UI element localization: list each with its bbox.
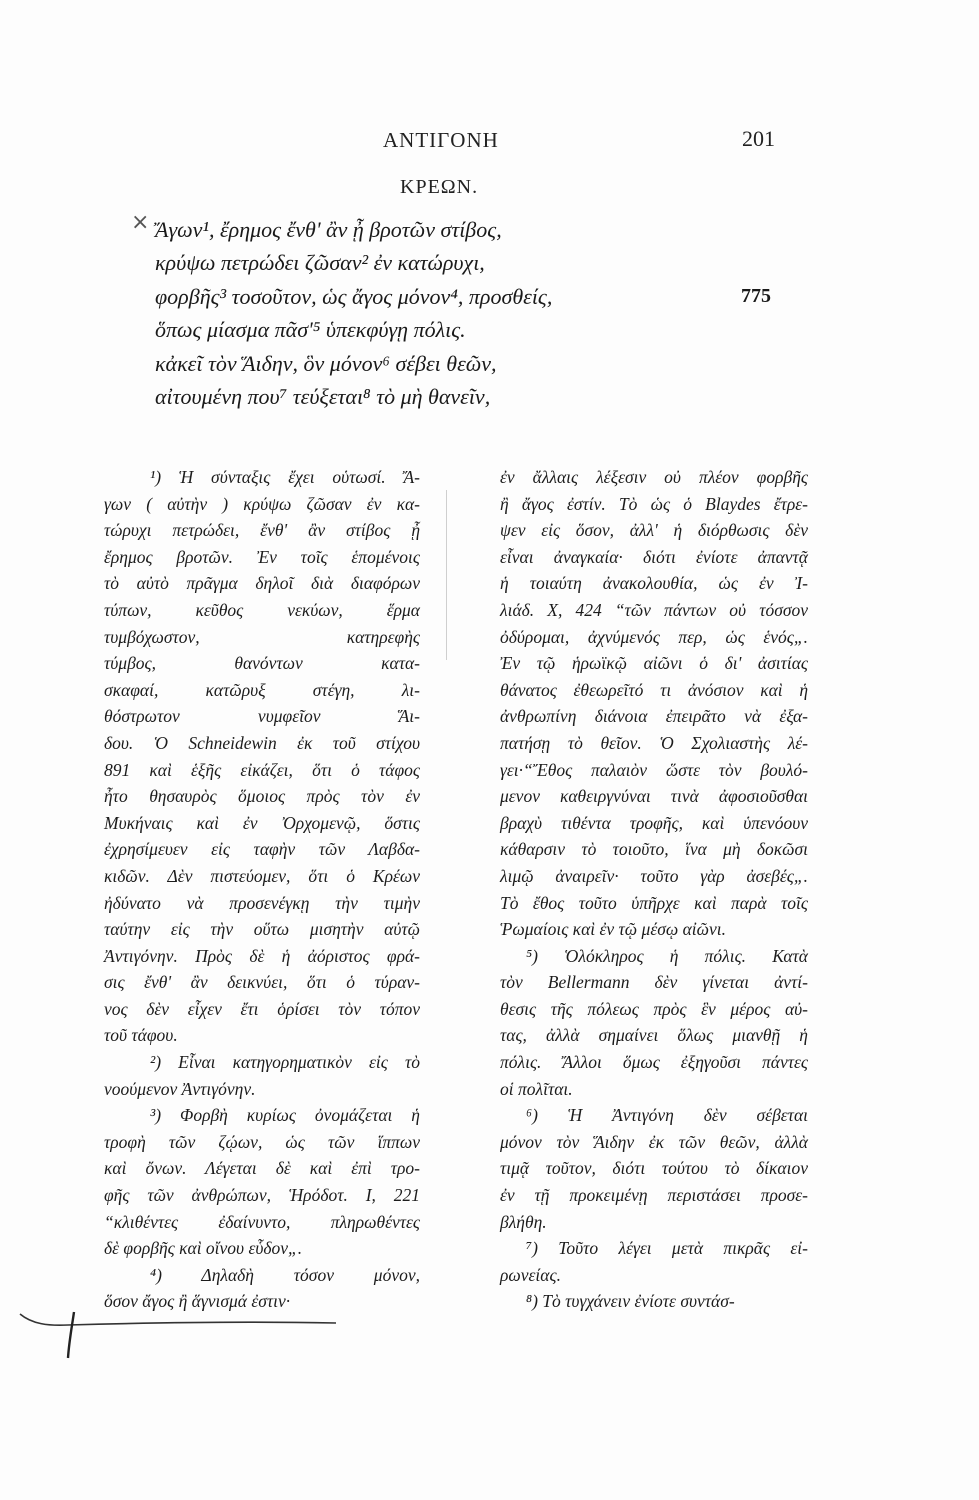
- verse-line-text: αἰτουμένη που⁷ τεύξεται⁸ τὸ μὴ θανεῖν,: [155, 383, 491, 409]
- footnote-line: Τὸ ἔθος τοῦτο ὑπῆρχε καὶ παρὰ τοῖς: [500, 892, 808, 913]
- footnote-line: καὶ ὄνων. Λέγεται δὲ καὶ ἐπὶ τρο-: [104, 1158, 420, 1179]
- verse-line-text: Ἄγων¹, ἔρημος ἔνθ' ἂν ᾖ βροτῶν στίβος,: [155, 217, 502, 242]
- verse-line: [155, 246, 755, 279]
- footnote-line: 891 καὶ ἑξῆς εἰκάζει, ὅτι ὁ τάφος: [104, 759, 420, 780]
- footnote-line: ἦτο θησαυρὸς ὅμοιος πρὸς τὸν ἐν: [104, 786, 420, 807]
- verse-line-text: κἀκεῖ τὸν Ἅιδην, ὃν μόνον⁶ σέβει θεῶν,: [155, 350, 497, 376]
- footnote-line: ψεν εἰς ὅσον, ἀλλ' ἡ διόρθωσις δὲν: [500, 520, 808, 541]
- footnote-line: κάθαρσιν τὸ τοιοῦτο, ἵνα μὴ δοκῶσι: [500, 839, 808, 860]
- footnote-line: Ἀντιγόνην. Πρὸς δὲ ἡ ἀόριστος φρά-: [104, 945, 420, 966]
- verse-line: [155, 380, 755, 413]
- footnote-line: θάνατος ἐθεωρεῖτό τι ἀνόσιον καὶ ἡ: [500, 679, 808, 700]
- footnote-line: νοούμενον Ἀντιγόνην.: [104, 1078, 256, 1099]
- footnote-line: τὸν Bellermann δὲν γίνεται ἀντί-: [500, 972, 808, 993]
- verse-line-text: κρύψω πετρώδει ζῶσαν² ἐν κατώρυχι,: [155, 250, 485, 276]
- footnote-line: γων ( αὐτὴν ) κρύψω ζῶσαν ἐν κα-: [104, 493, 420, 514]
- footnote-line: θεσις τῆς πόλεως πρὸς ἓν μέρος αὐ-: [500, 998, 808, 1019]
- footnote-line: μόνον τὸν Ἅιδην ἐκ τῶν θεῶν, ἀλλὰ: [500, 1131, 808, 1152]
- footnote-line: ἀνθρωπίνη διάνοια ἐπειρᾶτο νὰ ἐξα-: [500, 706, 808, 727]
- footnote-line: κιδῶν. Δὲν πιστεύομεν, ὅτι ὁ Κρέων: [104, 865, 420, 886]
- footnote-line: ⁶) Ἡ Ἀντιγόνη δὲν σέβεται: [526, 1105, 808, 1126]
- verse-line: [155, 313, 755, 346]
- footnote-line: βραχὺ τιθέντα τροφῆς, καὶ ὑπενόουν: [500, 812, 808, 833]
- footnote-line: τυμβόχωστον, κατηρεφὴς: [104, 626, 420, 647]
- footnote-line: ²) Εἶναι κατηγορηματικὸν εἰς τὸ: [150, 1052, 420, 1073]
- footnote-line: σκαφαί, κατῶρυξ στέγη, λι-: [104, 679, 420, 700]
- footnote-line: ὀδύρομαι, ἀχνύμενός περ, ὡς ἑνός„.: [500, 626, 808, 647]
- footnote-line: ἔρημος βροτῶν. Ἐν τοῖς ἑπομένοις: [104, 546, 420, 567]
- footnotes-left-column: [104, 464, 420, 1315]
- speaker-name: ΚΡΕΩΝ.: [400, 176, 479, 198]
- footnote-line: τιμᾷ τοῦτον, διότι τούτου τὸ δίκαιον: [500, 1158, 808, 1179]
- footnote-line: ⁷) Τοῦτο λέγει μετὰ πικρᾶς εἰ-: [526, 1238, 808, 1259]
- footnote-line: εἶναι ἀναγκαία· διότι ἐνίοτε ἀπαντᾷ: [500, 546, 808, 567]
- verse-line-text: φορβῆς³ τοσοῦτον, ὡς ἄγος μόνον⁴, προσθείς,: [155, 283, 553, 309]
- footnote-line: ⁴) Δηλαδὴ τόσον μόνον,: [150, 1264, 420, 1285]
- footnote-line: τώρυχι πετρώδει, ἔνθ' ἂν στίβος ᾖ: [104, 520, 420, 541]
- footnote-line: δὲ φορβῆς καὶ οἴνου εὗδον„.: [104, 1238, 303, 1259]
- footnote-line: τοῦ τάφου.: [104, 1025, 178, 1046]
- footnotes-right-column: [500, 464, 808, 1315]
- margin-x-mark-icon: ×: [131, 210, 150, 235]
- footnote-line: ἐν ἄλλαις λέξεσιν οὐ πλέον φορβῆς: [500, 467, 808, 487]
- footnote-line: τύμβος, θανόντων κατα-: [104, 653, 420, 674]
- footnote-line: ἐχρησίμευεν εἰς ταφὴν τῶν Λαβδα-: [104, 839, 420, 860]
- column-divider: [446, 490, 447, 660]
- footnote-line: νος δὲν εἶχεν ἔτι ὁρίσει τὸν τόπον: [104, 998, 420, 1019]
- footnote-line: δου. Ὁ Schneidewin ἐκ τοῦ στίχου: [104, 732, 420, 753]
- footnote-line: πατήσῃ τὸ θεῖον. Ὁ Σχολιαστὴς λέ-: [500, 732, 808, 753]
- footnote-line: ταύτην εἰς τὴν οὕτω μισητὴν αὐτῷ: [104, 919, 420, 940]
- footnote-line: ὅσον ἄγος ἢ ἅγνισμά ἐστιν·: [104, 1291, 291, 1312]
- running-title: ΑΝΤΙΓΟΝΗ: [383, 128, 499, 152]
- footnote-line: Μυκήναις καὶ ἐν Ὀρχομενῷ, ὅστις: [104, 812, 420, 833]
- footnote-line: ἐν τῇ προκειμένῃ περιστάσει προσε-: [500, 1185, 808, 1206]
- footnote-line: λιμῷ ἀναιρεῖν· τοῦτο γὰρ ἀσεβές„.: [500, 865, 808, 886]
- footnote-line: τὸ αὐτὸ πρᾶγμα δηλοῖ διὰ διαφόρων: [104, 573, 420, 594]
- line-number: 775: [741, 284, 771, 307]
- verse-line: [155, 280, 771, 313]
- footnote-line: γει·“Ἔθος παλαιὸν ὥστε τὸν βουλό-: [500, 759, 808, 780]
- verse-line-text: ὅπως μίασμα πᾶσ'⁵ ὑπεκφύγῃ πόλις.: [155, 317, 466, 343]
- verse-line: [155, 347, 755, 380]
- footnote-line: “κλιθέντες ἐδαίνυντο, πληρωθέντες: [104, 1211, 420, 1232]
- footnote-line: ¹) Ἡ σύνταξις ἔχει οὑτωσί. Ἄ-: [150, 467, 420, 487]
- footnote-line: ἠδύνατο νὰ προσενέγκῃ τὴν τιμὴν: [104, 892, 420, 913]
- footnote-line: πόλις. Ἄλλοι ὅμως ἐξηγοῦσι πάντες: [500, 1052, 808, 1073]
- footnote-line: Ἐν τῷ ἡρωϊκῷ αἰῶνι ὁ δι' ἀσιτίας: [500, 653, 808, 674]
- footnote-line: ἢ ἄγος ἐστίν. Τὸ ὡς ὁ Blaydes ἔτρε-: [500, 493, 808, 514]
- footnote-line: ³) Φορβὴ κυρίως ὀνομάζεται ἡ: [150, 1105, 420, 1126]
- verse-line: [155, 213, 755, 246]
- footnote-line: ⁸) Τὸ τυγχάνειν ἐνίοτε συντάσ-: [526, 1291, 735, 1312]
- verse-block: [155, 213, 771, 413]
- footnote-line: σις ἔνθ' ἂν δεικνύει, ὅτι ὁ τύραν-: [104, 972, 420, 993]
- pencil-underline-mark-icon: [18, 1310, 358, 1370]
- footnote-line: τροφὴ τῶν ζῴων, ὡς τῶν ἵππων: [104, 1131, 420, 1152]
- footnote-line: οἱ πολῖται.: [500, 1078, 573, 1099]
- footnote-line: ἡ τοιαύτη ἀνακολουθία, ὡς ἐν Ἰ-: [500, 573, 808, 594]
- page-number: 201: [742, 126, 775, 151]
- footnote-line: λιάδ. X, 424 “τῶν πάντων οὐ τόσσον: [500, 599, 808, 620]
- footnote-line: τας, ἀλλὰ σημαίνει ὅλως μιανθῇ ἡ: [500, 1025, 808, 1046]
- footnote-line: θόστρωτον νυμφεῖον Ἅι-: [104, 706, 420, 727]
- footnote-line: βλήθη.: [500, 1211, 547, 1232]
- footnote-line: ⁵) Ὁλόκληρος ἡ πόλις. Κατὰ: [526, 945, 808, 966]
- footnote-line: ρωνείας.: [500, 1264, 561, 1285]
- footnote-line: τύπων, κεῦθος νεκύων, ἕρμα: [104, 599, 420, 620]
- footnote-line: φῆς τῶν ἀνθρώπων, Ἡρόδοτ. I, 221: [104, 1185, 420, 1206]
- footnote-line: Ῥωμαίοις καὶ ἐν τῷ μέσῳ αἰῶνι.: [500, 919, 726, 940]
- footnote-line: μενον καθειργνύναι τινὰ ἀφοσιοῦσθαι: [500, 786, 808, 807]
